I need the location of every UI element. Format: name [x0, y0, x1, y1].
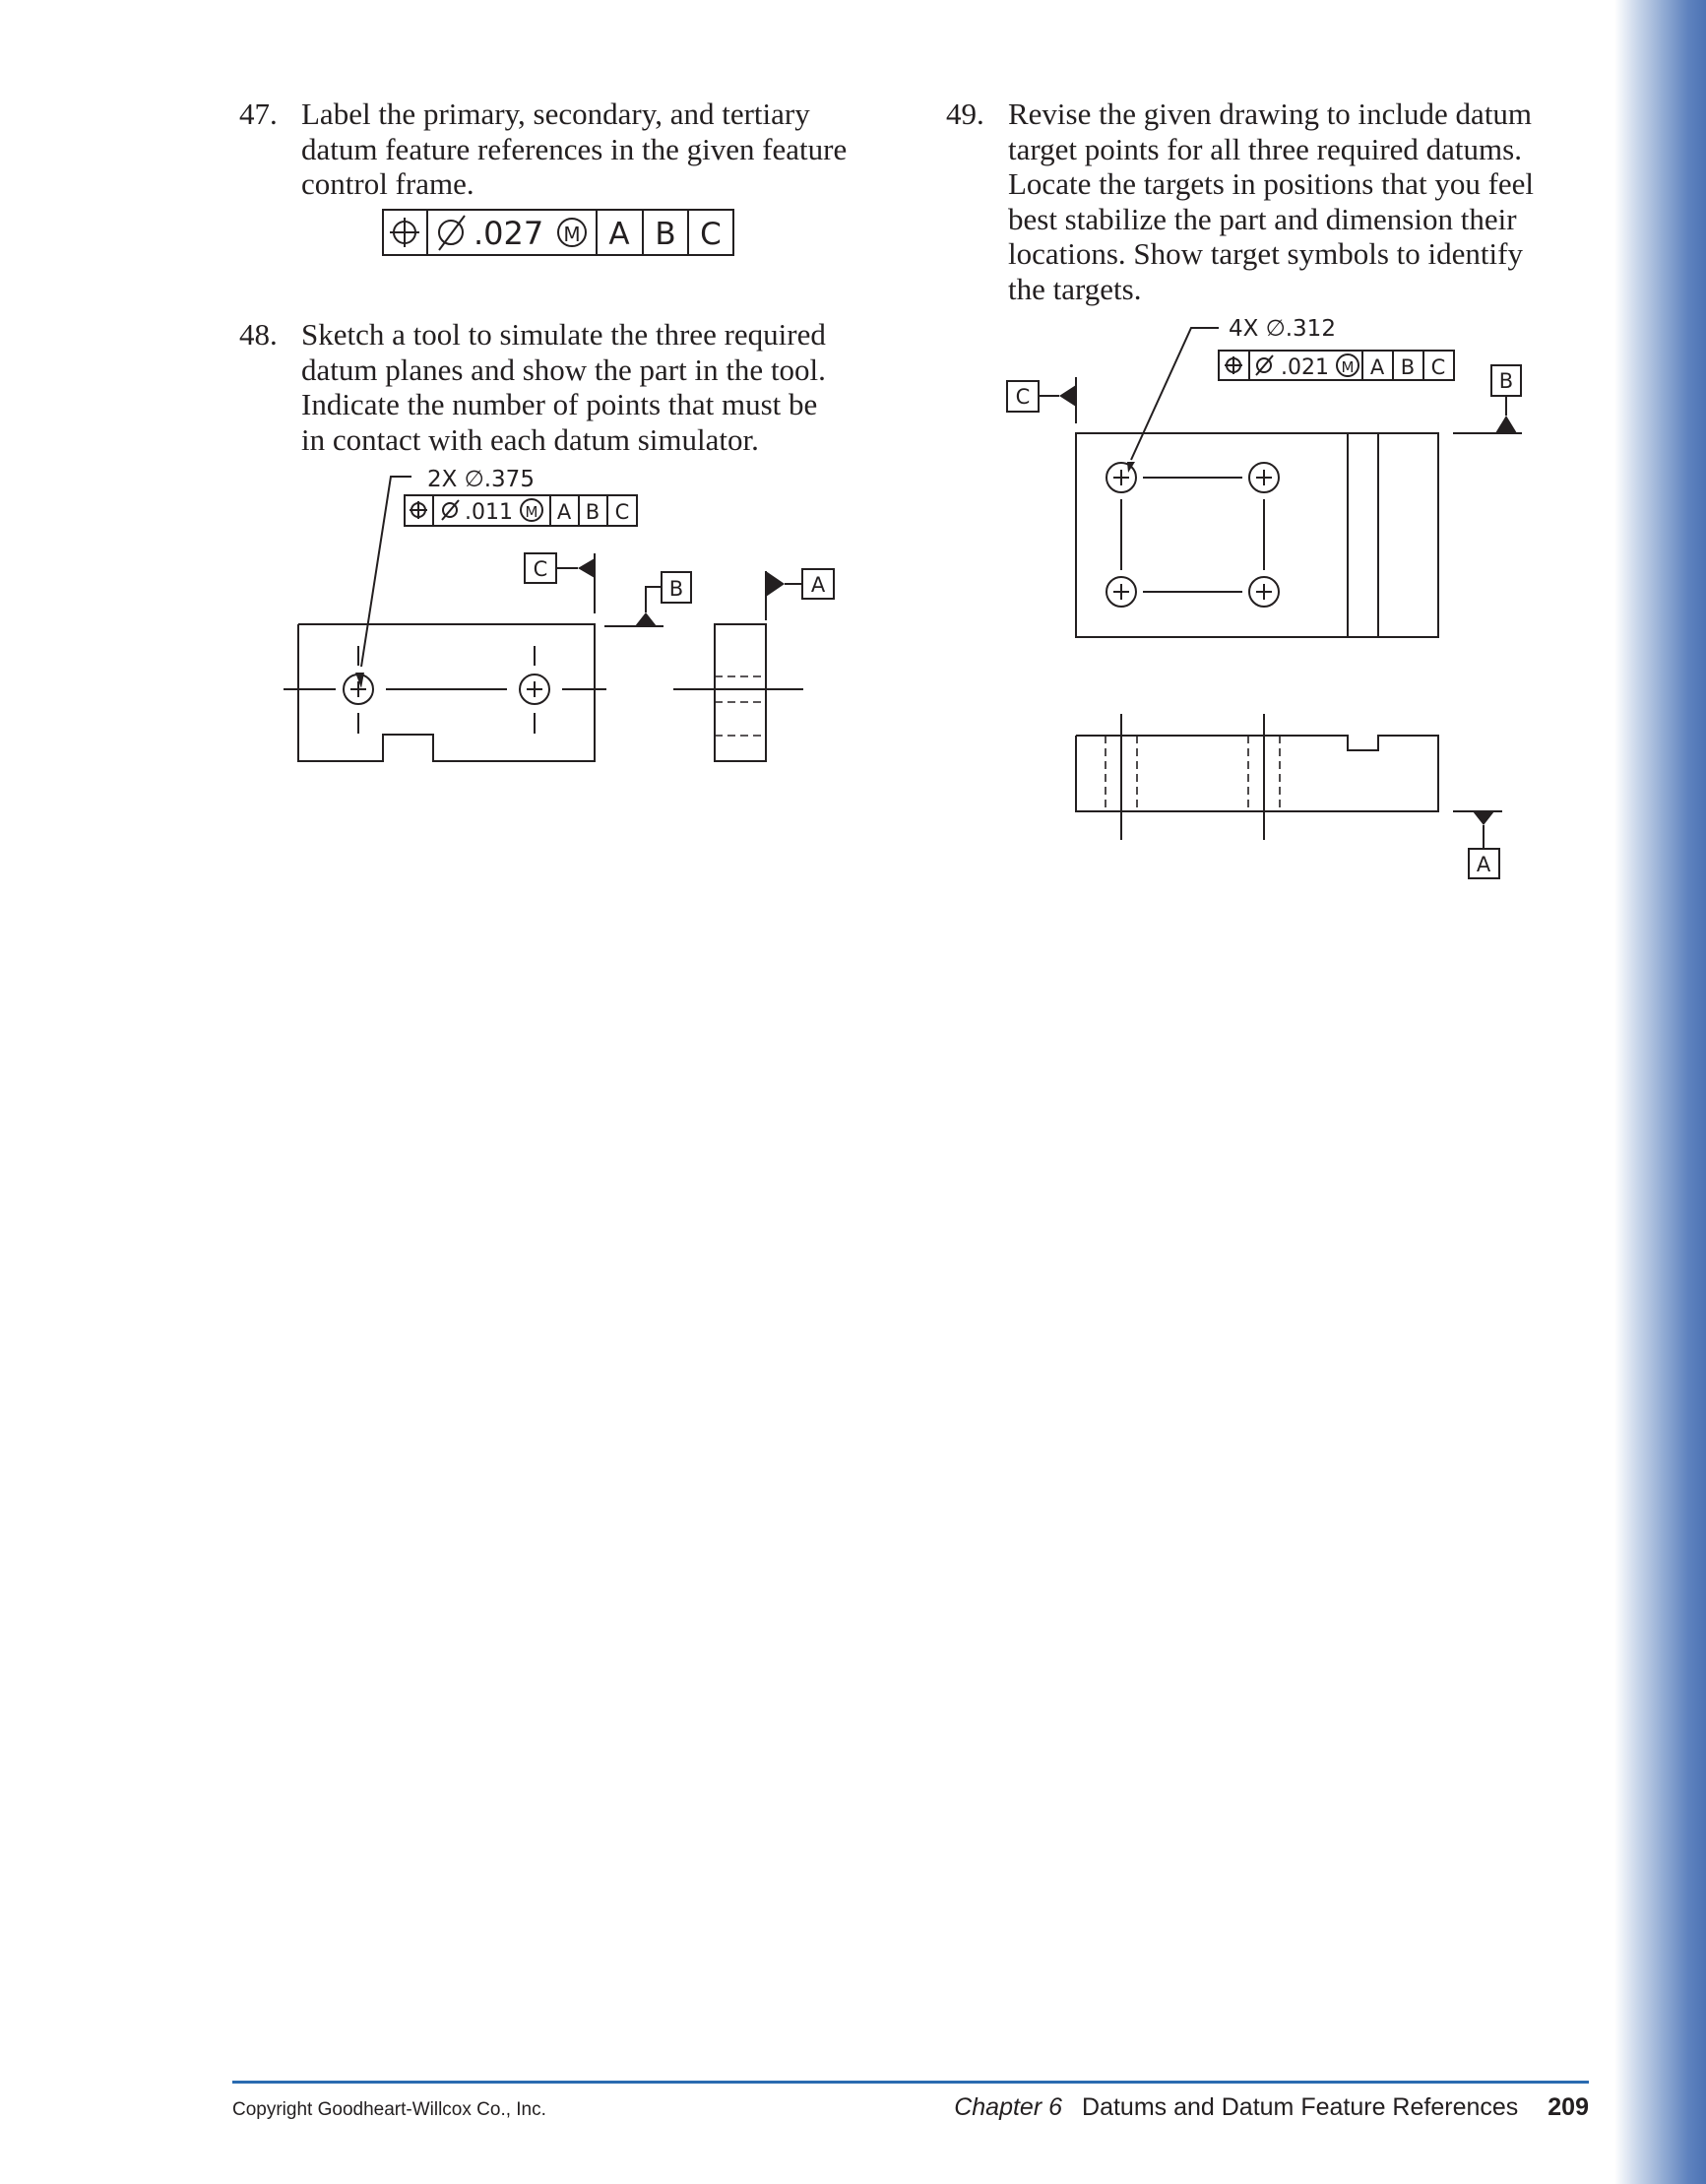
fig48-modifier: M	[525, 503, 538, 521]
fcf-47-datum-tertiary: C	[700, 217, 722, 252]
fig48-datum-a-label: A	[810, 573, 826, 597]
question-49-text: Revise the given drawing to include datum target points for all three required datums. Locate the targets in positions that you feel best stabilize the part and dimension their locations. Show target symbols to identify the targets.	[1008, 96, 1535, 306]
fig49-datum-b-label: B	[1498, 369, 1514, 393]
question-48-text: Sketch a tool to simulate the three required datum planes and show the part in the tool. Indicate the number of points that must be in contact with each datum simulator.	[301, 317, 826, 457]
chapter-color-tab	[1614, 0, 1706, 2184]
fig49-tolerance: .021	[1281, 355, 1329, 380]
question-49-number: 49.	[946, 96, 984, 131]
question-48	[239, 317, 909, 460]
fcf-47-datum-primary: A	[608, 217, 630, 252]
fig49-datum-c-label: C	[1015, 385, 1031, 409]
fig49-datum-2: B	[1400, 355, 1416, 379]
position-symbol-icon	[394, 222, 415, 243]
fig49-hole-note: 4X ∅.312	[1229, 316, 1336, 342]
fig48-datum-1: A	[556, 500, 572, 524]
fig48-tolerance: .011	[465, 500, 513, 525]
fig48-hole-note: 2X ∅.375	[427, 467, 535, 492]
fcf-47-modifier: M	[563, 223, 581, 246]
fig49-datum-3: C	[1430, 355, 1446, 379]
footer-rule	[232, 2081, 1589, 2084]
fcf-47-tolerance: .027	[474, 215, 544, 252]
footer-chapter-title: Datums and Datum Feature References	[1082, 2093, 1519, 2121]
question-47-number: 47.	[239, 96, 278, 131]
fig48-datum-c-label: C	[533, 557, 548, 581]
page-number: 209	[1548, 2093, 1589, 2121]
fig48-datum-b-label: B	[668, 577, 684, 601]
question-47-text: Label the primary, secondary, and tertiary datum feature references in the given feature control frame.	[301, 96, 848, 201]
diameter-symbol-icon	[439, 221, 463, 244]
question-47	[239, 96, 909, 205]
footer-running-head	[954, 2093, 1589, 2122]
fig49-datum-1: A	[1369, 355, 1385, 379]
fig49-modifier: M	[1341, 358, 1355, 376]
footer-copyright: Copyright Goodheart-Willcox Co., Inc.	[232, 2099, 546, 2120]
footer-chapter: Chapter 6	[954, 2093, 1063, 2121]
question-48-number: 48.	[239, 317, 278, 352]
fig49-datum-a-label: A	[1476, 853, 1491, 876]
fig48-datum-3: C	[614, 500, 630, 524]
fcf-47-datum-secondary: B	[655, 217, 676, 252]
fig48-datum-2: B	[585, 500, 600, 524]
question-49	[946, 96, 1576, 308]
